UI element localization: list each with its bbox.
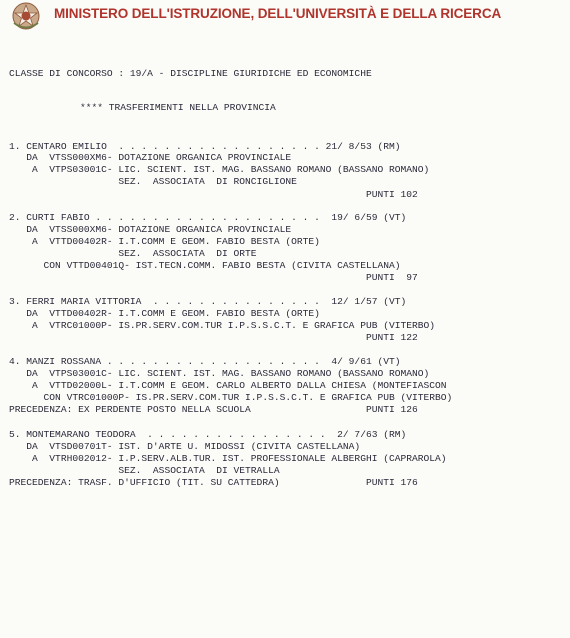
points: PUNTI 122 [9, 332, 418, 343]
entry-line: SEZ. ASSOCIATA DI VETRALLA [9, 465, 280, 476]
document-header [0, 0, 570, 32]
entry-line: A VTTD00402R- I.T.COMM E GEOM. FABIO BESTA (ORTE) [9, 236, 320, 247]
precedence-and-points: PRECEDENZA: TRASF. D'UFFICIO (TIT. SU CATTEDRA) PUNTI 176 [9, 477, 418, 488]
section-heading: **** TRASFERIMENTI NELLA PROVINCIA [80, 102, 276, 113]
candidate-name: 4. MANZI ROSSANA . . . . . . . . . . . . . . . . . . . 4/ 9/61 (VT) [9, 356, 401, 367]
entry-line: A VTRH002012- I.P.SERV.ALB.TUR. IST. PROFESSIONALE ALBERGHI (CAPRAROLA) [9, 453, 447, 464]
entry-line: DA VTPS03001C- LIC. SCIENT. IST. MAG. BASSANO ROMANO (BASSANO ROMANO) [9, 368, 430, 379]
candidate-name: 5. MONTEMARANO TEODORA . . . . . . . . . . . . . . . . 2/ 7/63 (RM) [9, 429, 407, 440]
candidate-name: 3. FERRI MARIA VITTORIA . . . . . . . . . . . . . . . 12/ 1/57 (VT) [9, 296, 407, 307]
ministry-title: MINISTERO DELL'ISTRUZIONE, DELL'UNIVERSITÀ E DELLA RICERCA [54, 6, 502, 21]
points: PUNTI 102 [9, 189, 418, 200]
list-item [0, 429, 447, 627]
entry-line: DA VTSS000XM6- DOTAZIONE ORGANICA PROVINCIALE [9, 152, 292, 163]
entry-line: SEZ. ASSOCIATA DI RONCIGLIONE [9, 176, 297, 187]
candidate-name: 2. CURTI FABIO . . . . . . . . . . . . . . . . . . . . 19/ 6/59 (VT) [9, 212, 407, 223]
points: PUNTI 97 [9, 272, 418, 283]
entry-line: A VTRC01000P- IS.PR.SERV.COM.TUR I.P.S.S.C.T. E GRAFICA PUB (VITERBO) [9, 320, 436, 331]
entry-line: DA VTSS000XM6- DOTAZIONE ORGANICA PROVINCIALE [9, 224, 292, 235]
candidate-name: 1. CENTARO EMILIO . . . . . . . . . . . . . . . . . . 21/ 8/53 (RM) [9, 141, 401, 152]
entry-line: CON VTTD00401Q- IST.TECN.COMM. FABIO BESTA (CIVITA CASTELLANA) [9, 260, 401, 271]
entry-line: CON VTRC01000P- IS.PR.SERV.COM.TUR I.P.S.S.C.T. E GRAFICA PUB (VITERBO) [9, 392, 453, 403]
entry-line: DA VTTD00402R- I.T.COMM E GEOM. FABIO BESTA (ORTE) [9, 308, 320, 319]
entry-line: DA VTSD00701T- IST. D'ARTE U. MIDOSSI (CIVITA CASTELLANA) [9, 441, 361, 452]
classe-di-concorso: CLASSE DI CONCORSO : 19/A - DISCIPLINE GIURIDICHE ED ECONOMICHE [9, 68, 372, 79]
precedence-and-points: PRECEDENZA: EX PERDENTE POSTO NELLA SCUOLA PUNTI 126 [9, 404, 418, 415]
entry-line: A VTTD02000L- I.T.COMM E GEOM. CARLO ALBERTO DALLA CHIESA (MONTEFIASCON [9, 380, 447, 391]
entry-line: SEZ. ASSOCIATA DI ORTE [9, 248, 257, 259]
entry-line: A VTPS03001C- LIC. SCIENT. IST. MAG. BASSANO ROMANO (BASSANO ROMANO) [9, 164, 430, 175]
